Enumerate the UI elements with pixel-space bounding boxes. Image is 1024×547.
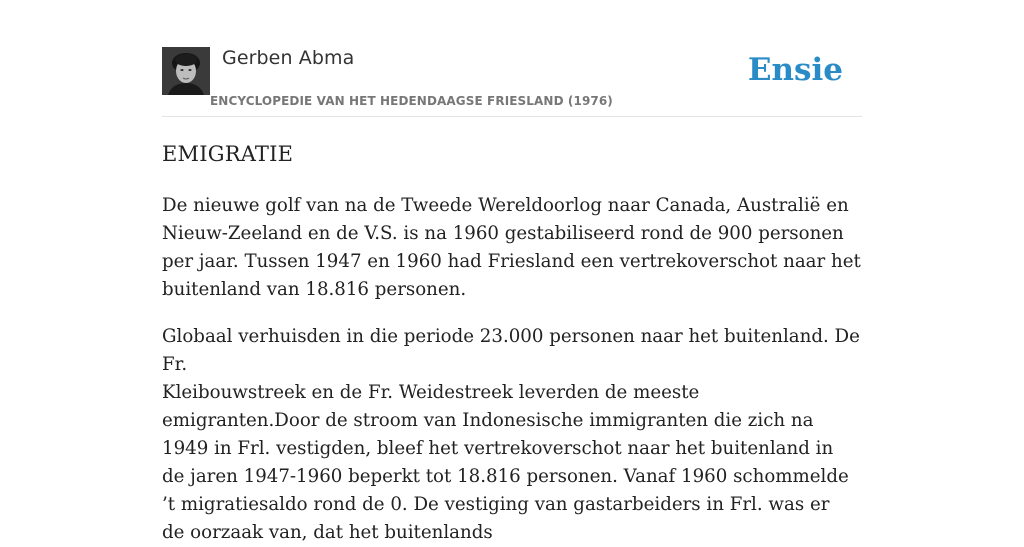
article-paragraph: De nieuwe golf van na de Tweede Wereldoorlog naar Canada, Australië en Nieuw-Zeeland en de V.S. is na 1960 gestabiliseerd rond de 900 personen per jaar. Tussen 1947 en 1960 had Friesland een vertrekoverschot naar het buitenland van 18.816 personen. bbox=[162, 195, 861, 300]
author-portrait-icon bbox=[162, 47, 210, 95]
article-header bbox=[162, 46, 862, 117]
source-title[interactable]: ENCYCLOPEDIE VAN HET HEDENDAAGSE FRIESLAND (1976) bbox=[210, 94, 613, 108]
author-avatar[interactable] bbox=[162, 47, 210, 95]
article-paragraph: Globaal verhuisden in die periode 23.000 personen naar het buitenland. De Fr. bbox=[162, 326, 860, 375]
author-name[interactable]: Gerben Abma bbox=[222, 47, 355, 69]
article-title: EMIGRATIE bbox=[162, 142, 294, 166]
article-paragraph: Kleibouwstreek en de Fr. Weidestreek leverden de meeste emigranten.Door de stroom van Indonesische immigranten die zich na 1949 in Frl. vestigden, bleef het vertrekoverschot naar het buitenland in de jaren 1947-1960 beperkt tot 18.816 personen. Vanaf 1960 schommelde ’t migratiesaldo rond de 0. De vestiging van gastarbeiders in Frl. was er de oorzaak van, dat het buitenlands bbox=[162, 382, 849, 543]
brand-logo[interactable]: Ensie bbox=[747, 52, 843, 88]
